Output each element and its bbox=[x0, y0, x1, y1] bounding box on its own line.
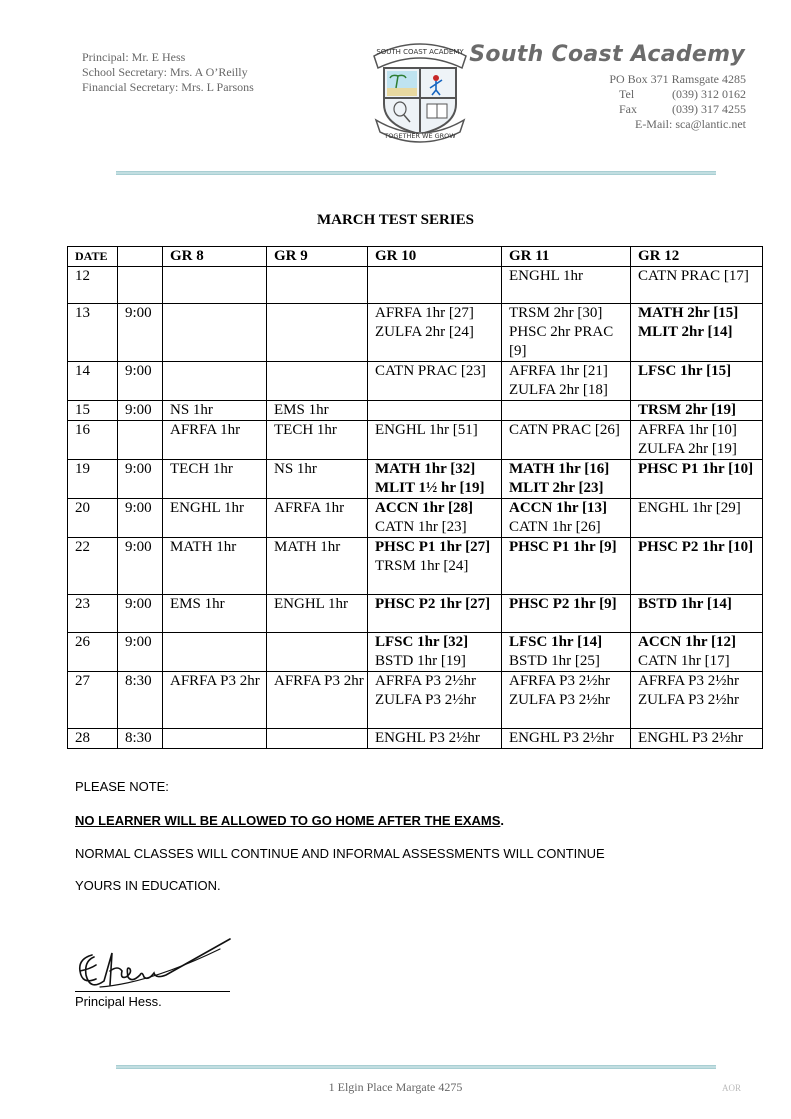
exam-entry: AFRFA 1hr [27] bbox=[375, 305, 474, 321]
header-gr9: GR 9 bbox=[267, 247, 368, 267]
crest-top-text: SOUTH COAST ACADEMY bbox=[376, 48, 464, 56]
exam-entry: LFSC 1hr [32] bbox=[375, 634, 469, 650]
date-cell: 16 bbox=[68, 421, 118, 460]
exam-entry: TRSM 2hr [30] bbox=[509, 305, 603, 321]
date-cell: 15 bbox=[68, 401, 118, 421]
footer-divider bbox=[116, 1065, 716, 1069]
gr10-cell bbox=[368, 595, 502, 633]
exam-entry: AFRFA 1hr [10] bbox=[638, 422, 737, 438]
gr12-cell bbox=[631, 304, 763, 362]
gr8-cell bbox=[163, 460, 267, 499]
time-cell: 8:30 bbox=[118, 672, 163, 729]
principal-line: Principal: Mr. E Hess bbox=[82, 50, 186, 64]
header-gr11: GR 11 bbox=[502, 247, 631, 267]
exam-entry: AFRFA 1hr bbox=[170, 422, 241, 438]
exam-entry: ENGHL P3 2½hr bbox=[375, 730, 480, 746]
table-row bbox=[68, 595, 763, 633]
time-cell: 9:00 bbox=[118, 633, 163, 672]
table-header-row bbox=[68, 247, 763, 267]
table-row bbox=[68, 633, 763, 672]
exam-entry: AFRFA P3 2½hr bbox=[638, 673, 740, 689]
date-cell: 19 bbox=[68, 460, 118, 499]
fax-label: Fax bbox=[619, 102, 637, 116]
exam-entry: ACCN 1hr [28] bbox=[375, 500, 474, 516]
table-row bbox=[68, 460, 763, 499]
contact-block bbox=[609, 72, 746, 132]
date-cell: 22 bbox=[68, 538, 118, 595]
gr10-cell bbox=[368, 362, 502, 401]
table-row bbox=[68, 672, 763, 729]
gr8-cell bbox=[163, 633, 267, 672]
date-cell: 28 bbox=[68, 729, 118, 749]
exam-entry: LFSC 1hr [15] bbox=[638, 363, 732, 379]
principal-signature bbox=[70, 935, 235, 995]
exam-entry: ZULFA P3 2½hr bbox=[375, 692, 476, 708]
gr10-cell bbox=[368, 460, 502, 499]
exam-entry: BSTD 1hr [14] bbox=[638, 596, 732, 612]
time-cell bbox=[118, 421, 163, 460]
table-row bbox=[68, 267, 763, 304]
gr12-cell bbox=[631, 633, 763, 672]
exam-entry: MATH 2hr [15] bbox=[638, 305, 739, 321]
notes-closing: YOURS IN EDUCATION. bbox=[75, 878, 221, 893]
gr12-cell bbox=[631, 267, 763, 304]
gr12-cell bbox=[631, 401, 763, 421]
time-cell: 9:00 bbox=[118, 401, 163, 421]
email-label: E-Mail: bbox=[634, 117, 673, 131]
gr12-cell bbox=[631, 421, 763, 460]
exam-entry: ACCN 1hr [13] bbox=[509, 500, 608, 516]
exam-entry: EMS 1hr bbox=[274, 402, 329, 418]
exam-entry: MATH 1hr [16] bbox=[509, 461, 610, 477]
exam-entry: ENGHL 1hr bbox=[274, 596, 349, 612]
gr12-cell bbox=[631, 460, 763, 499]
exam-entry: PHSC P1 1hr [9] bbox=[509, 539, 617, 555]
gr10-cell bbox=[368, 729, 502, 749]
school-crest-logo bbox=[362, 34, 478, 146]
gr11-cell bbox=[502, 729, 631, 749]
gr9-cell bbox=[267, 267, 368, 304]
exam-entry: PHSC P1 1hr [10] bbox=[638, 461, 754, 477]
exam-entry: AFRFA 1hr bbox=[274, 500, 345, 516]
school-name: South Coast Academy bbox=[469, 42, 745, 67]
staff-list bbox=[82, 50, 254, 95]
gr12-cell bbox=[631, 499, 763, 538]
gr9-cell bbox=[267, 421, 368, 460]
gr8-cell bbox=[163, 538, 267, 595]
exam-entry: ENGHL 1hr [51] bbox=[375, 422, 478, 438]
exam-entry: NS 1hr bbox=[170, 402, 213, 418]
gr11-cell bbox=[502, 401, 631, 421]
exam-entry: ENGHL 1hr [29] bbox=[638, 500, 741, 516]
gr11-cell bbox=[502, 633, 631, 672]
exam-entry: PHSC P1 1hr [27] bbox=[375, 539, 491, 555]
gr12-cell bbox=[631, 729, 763, 749]
table-row bbox=[68, 538, 763, 595]
financial-secretary-line: Financial Secretary: Mrs. L Parsons bbox=[82, 80, 254, 94]
exam-entry: ENGHL P3 2½hr bbox=[509, 730, 614, 746]
gr10-cell bbox=[368, 633, 502, 672]
footer-initials: AOR bbox=[721, 1083, 741, 1093]
exam-entry: MATH 1hr bbox=[274, 539, 341, 555]
exam-entry: ENGHL 1hr bbox=[509, 268, 584, 284]
gr12-cell bbox=[631, 362, 763, 401]
exam-entry: MLIT 1½ hr [19] bbox=[375, 480, 485, 496]
exam-entry: CATN 1hr [23] bbox=[375, 519, 467, 535]
gr10-cell bbox=[368, 401, 502, 421]
gr10-cell bbox=[368, 267, 502, 304]
time-cell bbox=[118, 267, 163, 304]
gr9-cell bbox=[267, 460, 368, 499]
gr9-cell bbox=[267, 304, 368, 362]
exam-entry: BSTD 1hr [19] bbox=[375, 653, 466, 669]
gr9-cell bbox=[267, 401, 368, 421]
gr11-cell bbox=[502, 595, 631, 633]
gr11-cell bbox=[502, 460, 631, 499]
time-cell: 9:00 bbox=[118, 499, 163, 538]
crest-motto-text: TOGETHER WE GROW bbox=[384, 132, 456, 140]
fax-line bbox=[609, 102, 746, 117]
exam-entry: TRSM 2hr [19] bbox=[638, 402, 737, 418]
header-gr12: GR 12 bbox=[631, 247, 763, 267]
time-cell: 8:30 bbox=[118, 729, 163, 749]
date-cell: 20 bbox=[68, 499, 118, 538]
exam-entry: MLIT 2hr [14] bbox=[638, 324, 733, 340]
gr12-cell bbox=[631, 538, 763, 595]
date-cell: 23 bbox=[68, 595, 118, 633]
gr10-cell bbox=[368, 538, 502, 595]
gr11-cell bbox=[502, 267, 631, 304]
table-row bbox=[68, 421, 763, 460]
table-row bbox=[68, 729, 763, 749]
email-value: sca@lantic.net bbox=[675, 117, 746, 131]
gr9-cell bbox=[267, 538, 368, 595]
gr8-cell bbox=[163, 729, 267, 749]
exam-entry: CATN 1hr [17] bbox=[638, 653, 730, 669]
exam-entry: PHSC P2 1hr [10] bbox=[638, 539, 754, 555]
exam-entry: AFRFA P3 2hr bbox=[170, 673, 260, 689]
gr11-cell bbox=[502, 421, 631, 460]
gr9-cell bbox=[267, 362, 368, 401]
exam-entry: TECH 1hr bbox=[170, 461, 233, 477]
gr12-cell bbox=[631, 672, 763, 729]
exam-entry: ZULFA P3 2½hr bbox=[638, 692, 739, 708]
gr8-cell bbox=[163, 499, 267, 538]
exam-entry: PHSC P2 1hr [27] bbox=[375, 596, 491, 612]
exam-entry: CATN 1hr [26] bbox=[509, 519, 601, 535]
signature-line bbox=[75, 991, 230, 992]
table-row bbox=[68, 362, 763, 401]
notes-warning bbox=[75, 813, 504, 828]
po-box: PO Box 371 Ramsgate 4285 bbox=[609, 72, 746, 86]
exam-entry: PHSC 2hr PRAC [9] bbox=[509, 324, 614, 359]
gr8-cell bbox=[163, 672, 267, 729]
warning-text: NO LEARNER WILL BE ALLOWED TO GO HOME AFTER THE EXAMS bbox=[75, 813, 501, 828]
exam-entry: AFRFA P3 2½hr bbox=[509, 673, 611, 689]
exam-entry: ACCN 1hr [12] bbox=[638, 634, 737, 650]
exam-entry: BSTD 1hr [25] bbox=[509, 653, 600, 669]
gr10-cell bbox=[368, 421, 502, 460]
fax-value: (039) 317 4255 bbox=[672, 102, 746, 116]
gr9-cell bbox=[267, 595, 368, 633]
exam-entry: AFRFA P3 2½hr bbox=[375, 673, 477, 689]
exam-entry: CATN PRAC [17] bbox=[638, 268, 749, 284]
gr11-cell bbox=[502, 499, 631, 538]
gr9-cell bbox=[267, 633, 368, 672]
notes-classes: NORMAL CLASSES WILL CONTINUE AND INFORMAL ASSESSMENTS WILL CONTINUE bbox=[75, 846, 605, 861]
email-line bbox=[609, 117, 746, 132]
header-gr10: GR 10 bbox=[368, 247, 502, 267]
tel-value: (039) 312 0162 bbox=[672, 87, 746, 101]
gr11-cell bbox=[502, 304, 631, 362]
gr12-cell bbox=[631, 595, 763, 633]
gr10-cell bbox=[368, 304, 502, 362]
header-gr8: GR 8 bbox=[163, 247, 267, 267]
gr11-cell bbox=[502, 538, 631, 595]
exam-entry: ZULFA 2hr [24] bbox=[375, 324, 474, 340]
exam-entry: ZULFA P3 2½hr bbox=[509, 692, 610, 708]
date-cell: 14 bbox=[68, 362, 118, 401]
table-row bbox=[68, 401, 763, 421]
gr9-cell bbox=[267, 729, 368, 749]
secretary-line: School Secretary: Mrs. A O’Reilly bbox=[82, 65, 248, 79]
exam-entry: ENGHL P3 2½hr bbox=[638, 730, 743, 746]
test-schedule-table bbox=[67, 246, 763, 749]
time-cell: 9:00 bbox=[118, 595, 163, 633]
exam-entry: LFSC 1hr [14] bbox=[509, 634, 603, 650]
gr8-cell bbox=[163, 267, 267, 304]
exam-entry: MATH 1hr [32] bbox=[375, 461, 476, 477]
exam-entry: EMS 1hr bbox=[170, 596, 225, 612]
gr8-cell bbox=[163, 401, 267, 421]
date-cell: 12 bbox=[68, 267, 118, 304]
gr8-cell bbox=[163, 304, 267, 362]
table-row bbox=[68, 304, 763, 362]
exam-entry: NS 1hr bbox=[274, 461, 317, 477]
exam-entry: TECH 1hr bbox=[274, 422, 337, 438]
notes-heading: PLEASE NOTE: bbox=[75, 779, 169, 794]
gr10-cell bbox=[368, 499, 502, 538]
gr9-cell bbox=[267, 499, 368, 538]
document-title: MARCH TEST SERIES bbox=[316, 212, 474, 228]
date-cell: 27 bbox=[68, 672, 118, 729]
exam-entry: ENGHL 1hr bbox=[170, 500, 245, 516]
exam-entry: AFRFA P3 2hr bbox=[274, 673, 364, 689]
time-cell: 9:00 bbox=[118, 460, 163, 499]
exam-entry: CATN PRAC [26] bbox=[509, 422, 620, 438]
exam-entry: PHSC P2 1hr [9] bbox=[509, 596, 617, 612]
time-cell: 9:00 bbox=[118, 362, 163, 401]
warning-period: . bbox=[500, 813, 505, 828]
exam-entry: AFRFA 1hr [21] bbox=[509, 363, 608, 379]
exam-entry: MLIT 2hr [23] bbox=[509, 480, 604, 496]
signature-name: Principal Hess. bbox=[75, 994, 162, 1009]
tel-label: Tel bbox=[619, 87, 635, 101]
header-time bbox=[118, 247, 163, 267]
gr9-cell bbox=[267, 672, 368, 729]
exam-entry: CATN PRAC [23] bbox=[375, 363, 486, 379]
gr10-cell bbox=[368, 672, 502, 729]
time-cell: 9:00 bbox=[118, 538, 163, 595]
exam-entry: MATH 1hr bbox=[170, 539, 237, 555]
header-divider bbox=[116, 171, 716, 175]
date-cell: 26 bbox=[68, 633, 118, 672]
gr11-cell bbox=[502, 672, 631, 729]
table-row bbox=[68, 499, 763, 538]
exam-entry: ZULFA 2hr [19] bbox=[638, 441, 737, 457]
gr8-cell bbox=[163, 362, 267, 401]
gr8-cell bbox=[163, 421, 267, 460]
telephone-line bbox=[609, 87, 746, 102]
header-date: DATE bbox=[68, 247, 118, 267]
date-cell: 13 bbox=[68, 304, 118, 362]
exam-entry: TRSM 1hr [24] bbox=[375, 558, 469, 574]
time-cell: 9:00 bbox=[118, 304, 163, 362]
gr8-cell bbox=[163, 595, 267, 633]
exam-entry: ZULFA 2hr [18] bbox=[509, 382, 608, 398]
gr11-cell bbox=[502, 362, 631, 401]
footer-address: 1 Elgin Place Margate 4275 bbox=[328, 1080, 463, 1094]
